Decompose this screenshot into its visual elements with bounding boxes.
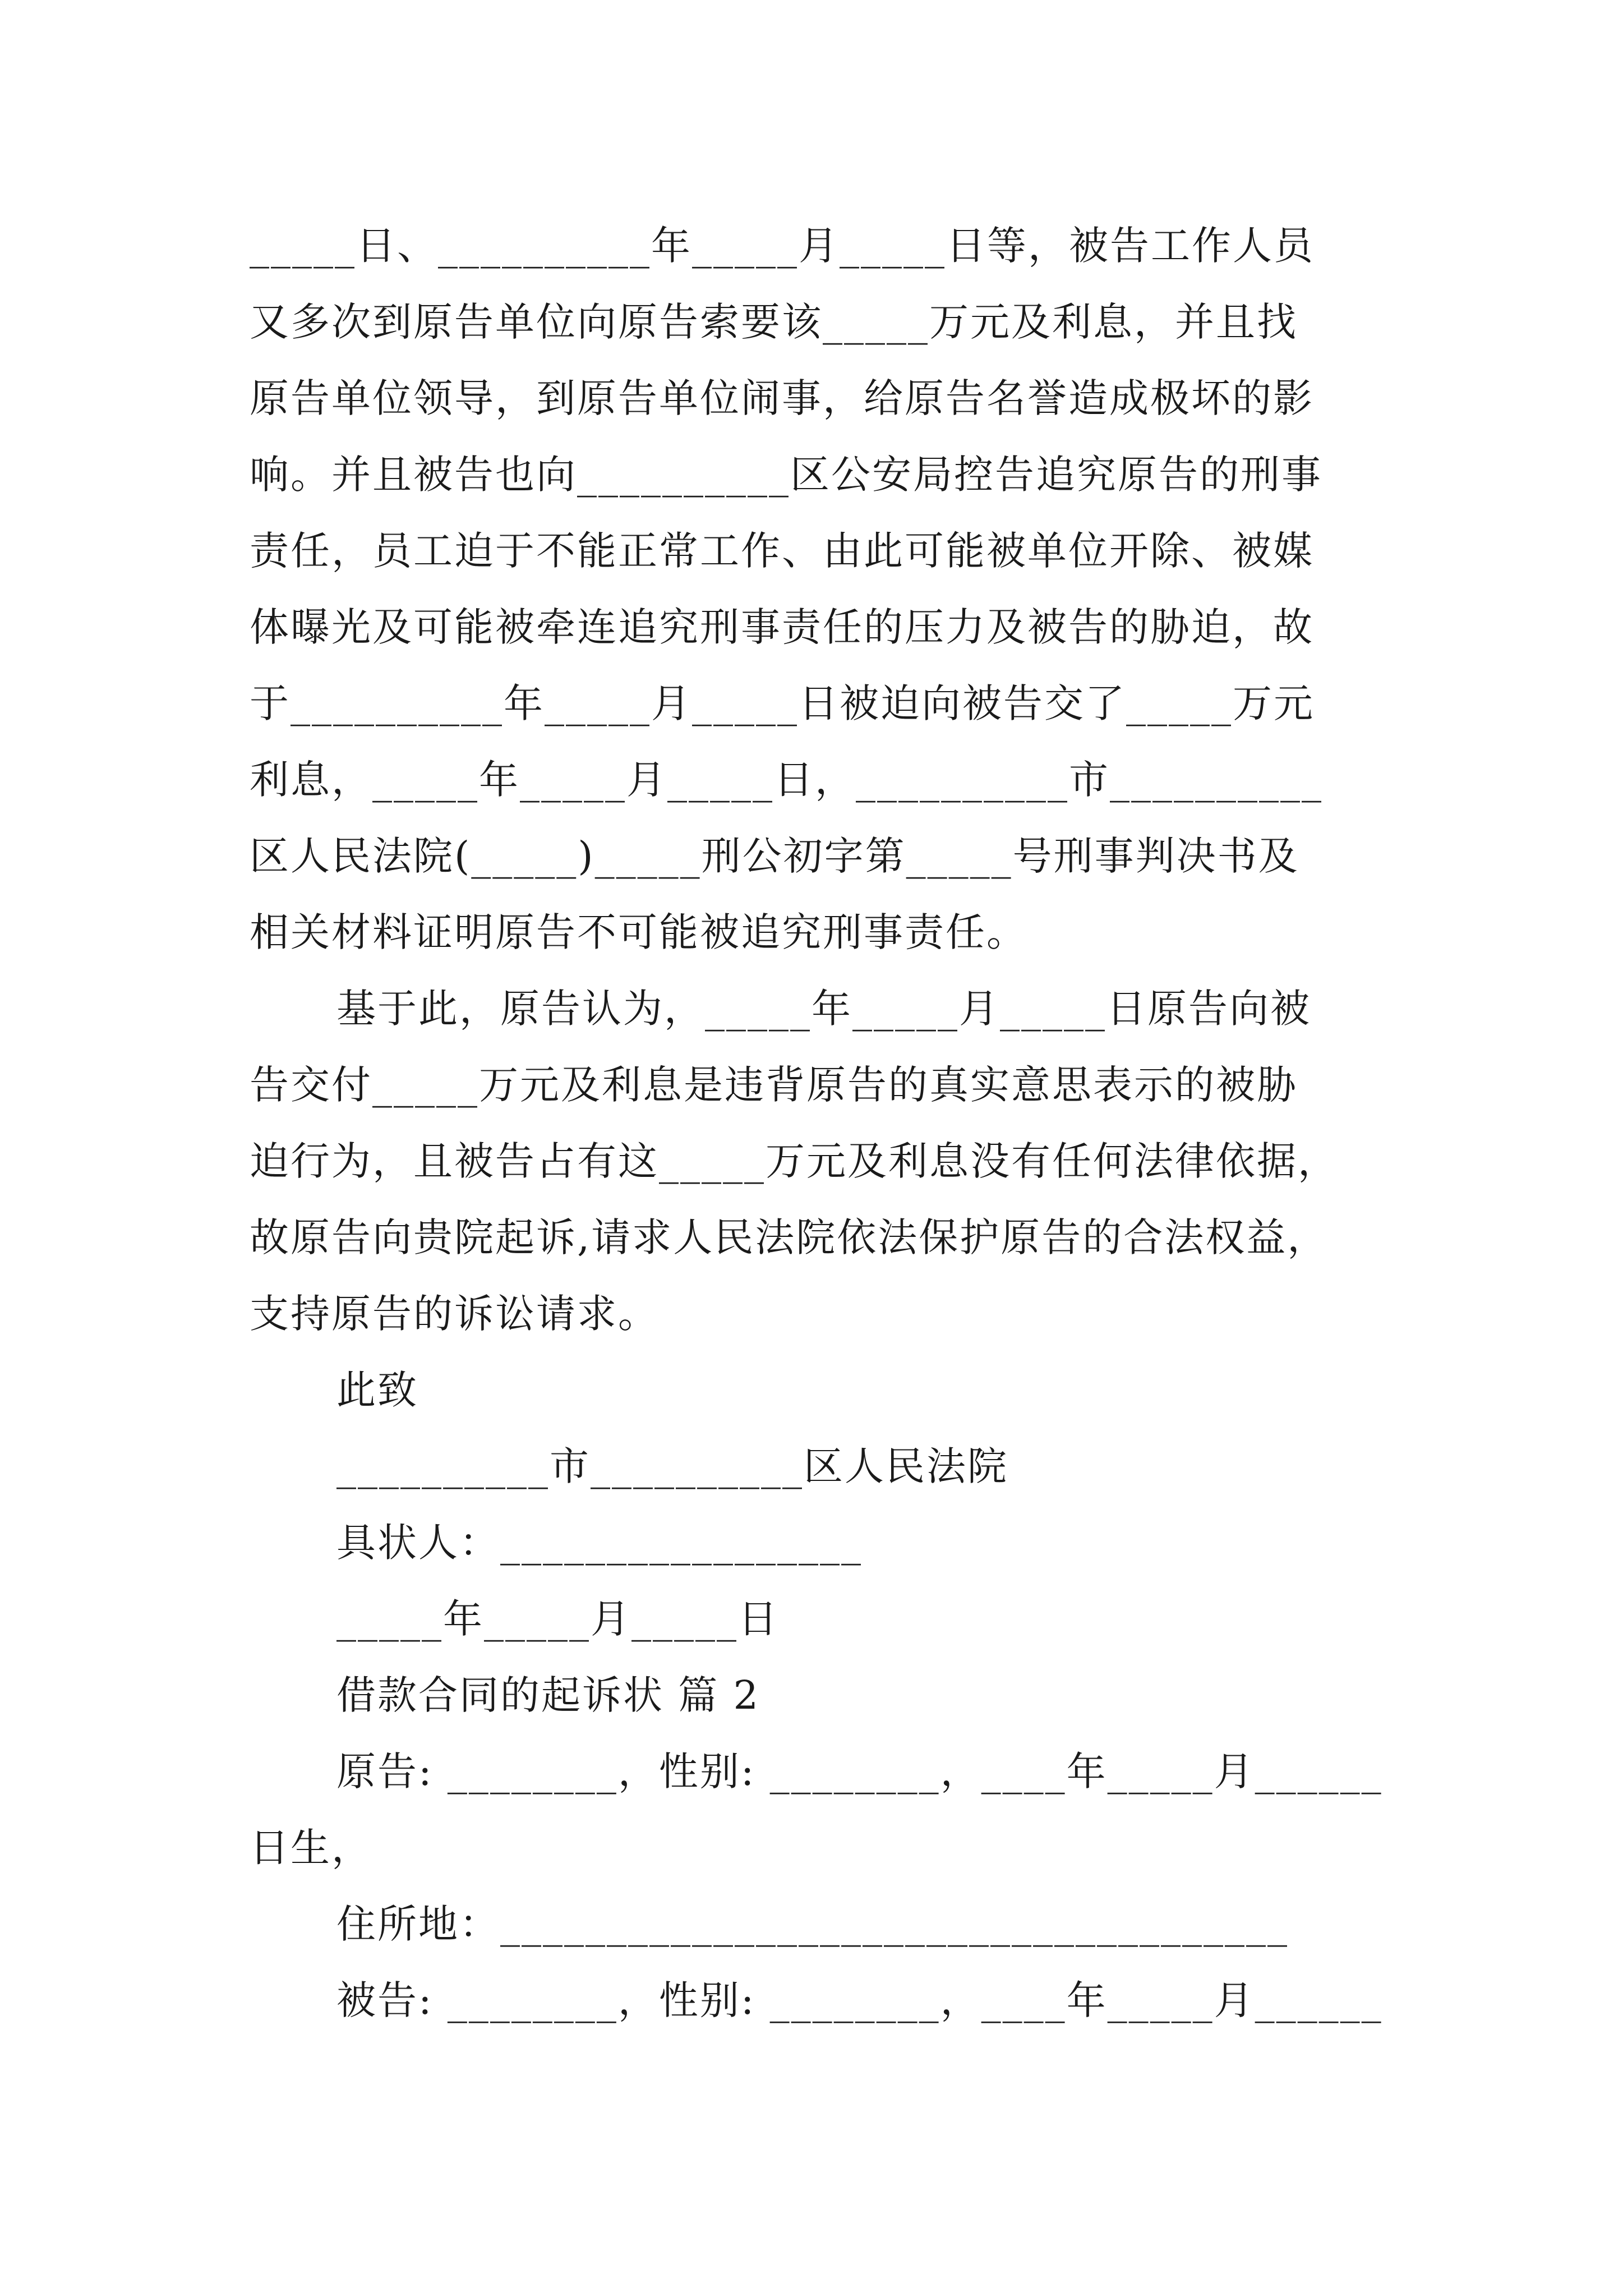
paragraph-line: 基于此，原告认为，_____年_____月_____日原告向被 [336,986,1311,1032]
paragraph-line: _____日、__________年_____月_____日等，被告工作人员 [250,223,1315,269]
paragraph-line: 支持原告的诉讼请求。 [250,1291,659,1337]
address-field: 住所地：_____________________________________ [336,1901,1289,1947]
paragraph-line: 责任，员工迫于不能正常工作、由此可能被单位开除、被媒 [250,528,1314,574]
signature-date: _____年_____月_____日 [336,1596,779,1642]
plaintiff-signature: 具状人：_________________ [336,1520,863,1566]
paragraph-line: 故原告向贵院起诉,请求人民法院依法保护原告的合法权益， [250,1214,1329,1260]
paragraph-line: 响。并且被告也向__________区公安局控告追究原告的刑事 [250,452,1322,498]
paragraph-line: 又多次到原告单位向原告索要该_____万元及利息，并且找 [250,299,1298,345]
plaintiff-info: 原告: ________，性别: ________，____年_____月______ [336,1749,1383,1795]
paragraph-line: 于__________年_____月_____日被迫向被告交了_____万元 [250,680,1315,726]
paragraph-line: 原告单位领导，到原告单位闹事，给原告名誉造成极坏的影 [250,375,1314,421]
defendant-info: 被告: ________，性别: ________，____年_____月______ [336,1977,1383,2023]
section-heading: 借款合同的起诉状 篇 2 [336,1672,760,1718]
salutation: 此致 [336,1367,418,1413]
paragraph-line: 迫行为，且被告占有这_____万元及利息没有任何法律依据， [250,1138,1339,1184]
court-address: __________市__________区人民法院 [336,1443,1008,1489]
paragraph-line: 告交付_____万元及利息是违背原告的真实意思表示的被胁 [250,1062,1298,1108]
paragraph-line: 日生， [250,1825,372,1871]
paragraph-line: 相关材料证明原告不可能被追究刑事责任。 [250,909,1027,955]
paragraph-line: 利息，_____年_____月_____日，__________市__________ [250,757,1323,803]
paragraph-line: 区人民法院(_____)_____刑公初字第_____号刑事判决书及 [250,833,1299,879]
paragraph-line: 体曝光及可能被牵连追究刑事责任的压力及被告的胁迫，故 [250,604,1314,650]
